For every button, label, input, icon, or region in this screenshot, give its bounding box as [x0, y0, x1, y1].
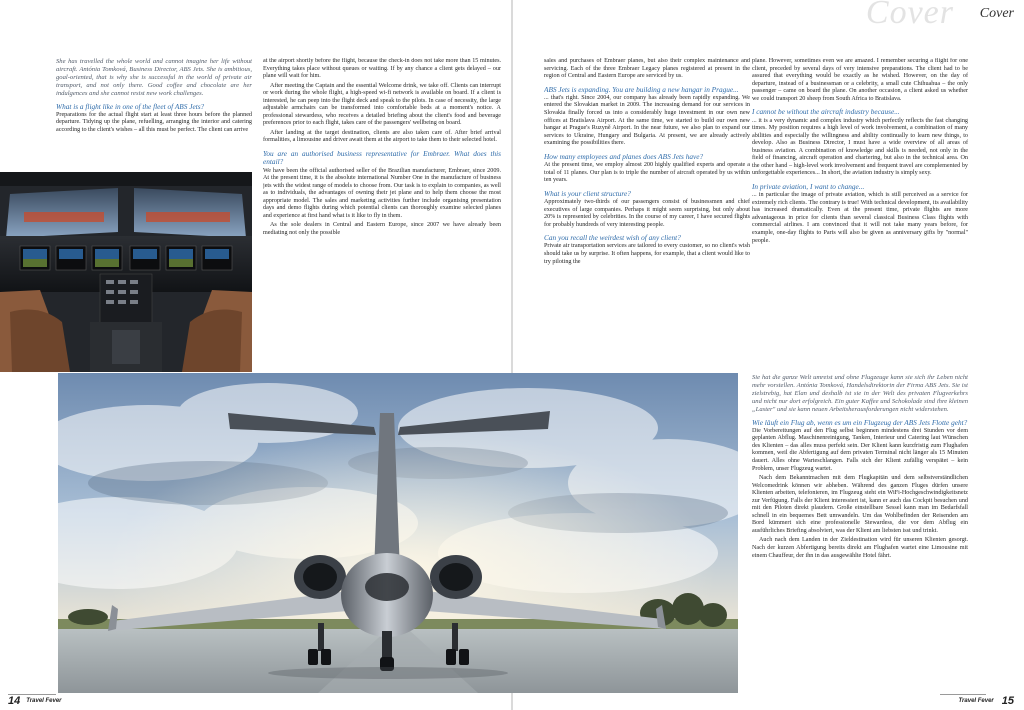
paragraph: Nach dem Bekanntmachen mit dem Flugkapitän und dem selbstverständlichen Welcomedrink können wir abheben. Während des ganzen Fluges dürfen unsere Klienten arbeiten, telefonieren, im Flugzeug steht ein WiFi-Hochgeschwindigkeitsnetz zur Verfügung. Falls der Klient interessiert ist, kann er auch das Cockpit besuchen und mit den Piloten direkt plaudern. Große einstellbare Sessel kann man im Bedarfsfall schnell in ein bequemes Bett umwandeln. Um das Wohlbefinden der Reisenden am Bord kümmert sich eine professionelle Stewardess, die vor dem Abflug ein ausführliches Briefing absolviert, was der Klient am liebsten isst und trinkt. [752, 475, 968, 534]
paragraph: plane. However, sometimes even we are amazed. I remember securing a flight for one client, preceded by several days of very intensive preparations. The client had to be assured that everything would be exactly as he wished. However, on the day of departure, instead of a businessman or a celebrity, a small cute Chihuahua – the only passenger – came on board the plane. On another occasion, a client asked us whether we could transport 20 sheep from South Africa to Bratislava. [752, 58, 968, 102]
answer-text: ... that's right. Since 2004, our company has already been rapidly expanding. We entered the Slovakian market in 2009. The increasing demand for our services in Slovakia finally forced us into a considerably huge investment in our own new offices at Bratislava Airport. At the same time, we started to build our own new hangar at Prague's Ruzyně Airport. In the near future, we also plan to expand our services to Ukraine, Hungary and Bulgaria. At present, we are already actively examining the possibilities there. [544, 94, 750, 147]
question-heading: How many employees and planes does ABS Jets have? [544, 151, 704, 161]
page-number: 14 [8, 695, 21, 707]
paragraph: As the sole dealers in Central and Eastern Europe, since 2007 we have already been mediating not only the possible [263, 222, 501, 236]
magazine-name: Travel Fever [958, 698, 994, 704]
column-2 [263, 58, 501, 370]
answer-text: Approximately two-thirds of our passengers consist of businessmen and chief executives of large companies. Perhaps it might seem surprising, but only about 20% is represented by celebrities. In the course of my career, I have secured flights for probably hundreds of very interesting people. [544, 199, 750, 228]
answer-text: Die Vorbereitungen auf den Flug selbst beginnen mindestens drei Stunden vor dem geplanten Abflug. Maschinenreinigung, Tanken, Interieur und Catering laut Wünschen des Klienten – das alles muss perfekt sein. Der Klient kann kurzfristig zum Flughafen kommen, weil die Abfertigung auf dem privaten Terminal nicht länger als 15 Minuten dauert. Alles ohne Warteschlangen. Falls sich der Klient zufällig verspätet – kein Problem, unser Flugzeug wartet. [752, 427, 968, 472]
answer-text: ... in particular the image of private aviation, which is still perceived as a service for extremely rich clients. The contrary is true! With technical development, its availability has increased dramatically. Even at the present time, private flights are more advantageous in price for clients than several classical Business Class flights with commercial airlines. I am convinced that it will not take many years before, for example, one-day flights to Paris will also be given as anniversary gifts by "normal" people. [752, 192, 968, 244]
question-heading: Wie läuft ein Flug ab, wenn es um ein Flugzeug der ABS Jets Flotte geht? [752, 417, 968, 427]
column-1 [56, 58, 252, 170]
question-heading: What is a flight like in one of the fleet of ABS Jets? [56, 101, 205, 111]
column-5-german [752, 374, 968, 690]
question-heading: You are an authorised business representative for Embraer. What does this entail? [263, 149, 501, 167]
answer-text: We have been the official authorised seller of the Brazilian manufacturer, Embraer, since 2009. At the present time, it is the absolute international Number One in the manufacture of business jets with the widest range of models to choose from. Our task is to explain to companies, as well as to individuals, the advantages of owning their jet plane and to help them choose the most appropriate model. The sales and marketing activities further include organising presentation days and demo flights during which potential clients can thoroughly examine selected planes and experience at first hand what is it like to fly in them. [263, 167, 501, 219]
paragraph: sales and purchases of Embraer planes, but also their complex maintenance and servicing. Each of the three Embraer Legacy planes registered at present in the region of Central and Eastern Europe are serviced by us. [544, 58, 750, 80]
answer-text: At the present time, we employ almost 200 highly qualified experts and operate a total of 11 planes. Our plan is to triple the number of aircraft operated by us within ten years. [544, 162, 750, 184]
intro-text: Sie hat die ganze Welt umreist und ohne Flugzeuge kann sie sich ihr Leben nicht mehr vorstellen. Antónia Tomková, Handelsdirektorin der Firma ABS Jets. Sie ist zielstrebig, hat Elan und deshalb ist sie in der Welt des privaten Flugverkehrs und nicht nur dort erfolgreich. Ein guter Kaffee und Schokolade sind ihre kleinen „Laster" und sie kann neuen Arbeitsherausforderungen nicht widerstehen. [752, 374, 968, 413]
paragraph: After meeting the Captain and the essential Welcome drink, we take off. Clients can interrupt or work during the whole flight, a high-speed wi-fi network is available on board. If a client is interested, he can peep into the flight deck and speak to the pilots. In case of necessity, the large adjustable armchairs can be transformed into comfortable beds at a moment's notice. A professional stewardess, who receives a detailed briefing about the client's food and beverage preferences prior to each flight, takes care of the passengers' wellbeing on board. [263, 82, 501, 127]
answer-text: ... it is a very dynamic and complex industry which perfectly reflects the fast changing times. My position requires a high level of work involvement, a combination of many abilities and especially the willingness and ability continually to learn new things, to develop. Also as Business Director, I must have a wide overview of all areas of business aviation. A combination of knowledge and skills is needed, not only in the field of financing, aircraft operation and chartering, but also in the technical area. On the other hand – high-level work involvement and frequent travel are complemented by unforgettable experiences... In short, the aviation industry is simply sexy. [752, 117, 968, 177]
column-4 [752, 58, 968, 370]
jet-illustration [58, 373, 738, 693]
question-heading: ABS Jets is expanding. You are building a new hangar in Prague... [544, 84, 739, 94]
question-heading: I cannot be without the aircraft industry because... [752, 107, 900, 117]
question-heading: Can you recall the weirdest wish of any client? [544, 233, 681, 243]
magazine-name: Travel Fever [26, 698, 62, 704]
jet-photo [58, 373, 738, 693]
footer-rule [940, 694, 986, 695]
paragraph: After landing at the target destination, clients are also taken care of. After brief arrival formalities, a limousine and driver await them at the airport to take them to their selected hotel. [263, 129, 501, 144]
intro-text: She has travelled the whole world and cannot imagine her life without aircraft. Antónia Tomková, Business Director, ABS Jets. She is ambitious, goal-oriented, that is why she is successful in the world of private air transport, and not only there. Good coffee and chocolate are her indulgences and she cannot resist new work challenges. [56, 58, 252, 97]
question-heading: What is your client structure? [544, 188, 631, 198]
footer-rule [8, 694, 56, 695]
cockpit-photo [0, 172, 252, 372]
answer-text: Private air transportation services are tailored to every customer, so no client's wish should take us by surprise. It often happens, for example, that a client would like to try piloting the [544, 243, 750, 265]
cover-watermark: Cover [865, 0, 954, 31]
column-3 [544, 58, 750, 370]
question-heading: In private aviation, I want to change... [752, 181, 865, 191]
cockpit-illustration [0, 172, 252, 372]
answer-text: Preparations for the actual flight start at least three hours before the planned departure. Tidying up the plane, refuelling, arranging the interior and catering according to the client's wishes – all this must be perfect. The client can arrive [56, 111, 252, 133]
section-label: Cover [979, 6, 1014, 21]
page-number: 15 [1001, 695, 1014, 707]
paragraph: Auch nach dem Landen in der Zieldestination wird für unseren Klienten gesorgt. Nach der kurzen Abfertigung bereits direkt am Flughafen wartet eine Limousine mit einem Chauffeur, der ihn in das ausgewählte Hotel fährt. [752, 537, 968, 559]
paragraph: at the airport shortly before the flight, because the check-in does not take more than 15 minutes. Everything takes place without queues or waiting. If by any chance a client gets delayed – our plane will wait for him. [263, 58, 501, 80]
